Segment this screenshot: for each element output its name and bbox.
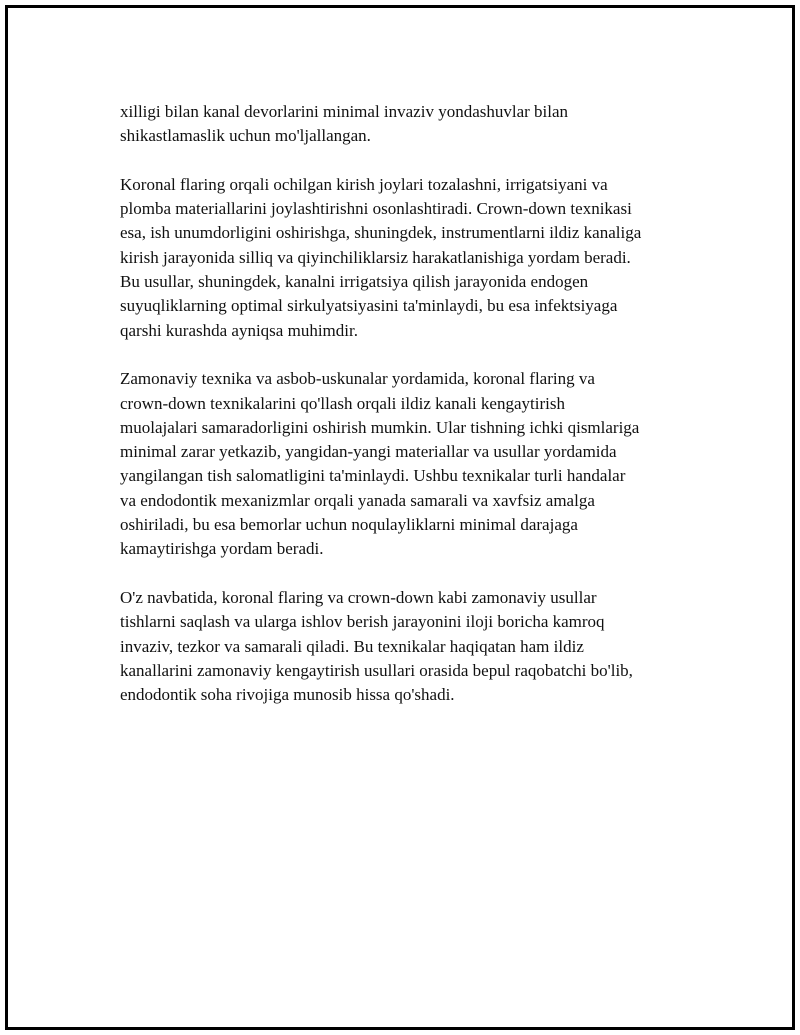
- paragraph-3: Zamonaviy texnika va asbob-uskunalar yordamida, koronal flaring va crown-down texnikalarini qo'llash orqali ildiz kanali kengaytirish muolajalari samaradorligini oshirish mumkin. Ular tishning ichki qismlariga minimal zarar yetkazib, yangidan-yangi materiallar va usullar yordamida yangilangan tish salomatligini ta'minlaydi. Ushbu texnikalar turli handalar va endodontik mexanizmlar orqali yanada samarali va xavfsiz amalga oshiriladi, bu esa bemorlar uchun noqulayliklarni minimal darajaga kamaytirishga yordam beradi.: [120, 369, 640, 559]
- page-frame: [5, 5, 795, 1030]
- document-body: [120, 100, 710, 732]
- paragraph-1: xilligi bilan kanal devorlarini minimal invaziv yondashuvlar bilan shikastlamaslik uchun mo'ljallangan.: [120, 102, 569, 146]
- paragraph-2: Koronal flaring orqali ochilgan kirish joylari tozalashni, irrigatsiyani va plomba materiallarini joylashtirishni osonlashtiradi. Crown-down texnikasi esa, ish unumdorligini oshirishga, shuningdek, instrumentlarni ildiz kanaliga kirish jarayonida silliq va qiyinchiliklarsiz harakatlanishiga yordam beradi. Bu usullar, shuningdek, kanalni irrigatsiya qilish jarayonida endogen suyuqliklarning optimal sirkulyatsiyasini ta'minlaydi, bu esa infektsiyaga qarshi kurashda ayniqsa muhimdir.: [120, 174, 642, 340]
- paragraph-4: O'z navbatida, koronal flaring va crown-down kabi zamonaviy usullar tishlarni saqlash va ularga ishlov berish jarayonini iloji boricha kamroq invaziv, tezkor va samarali qiladi. Bu texnikalar haqiqatan ham ildiz kanallarini zamonaviy kengaytirish usullari orasida bepul raqobatchi bo'lib, endodontik soha rivojiga munosib hissa qo'shadi.: [120, 587, 633, 705]
